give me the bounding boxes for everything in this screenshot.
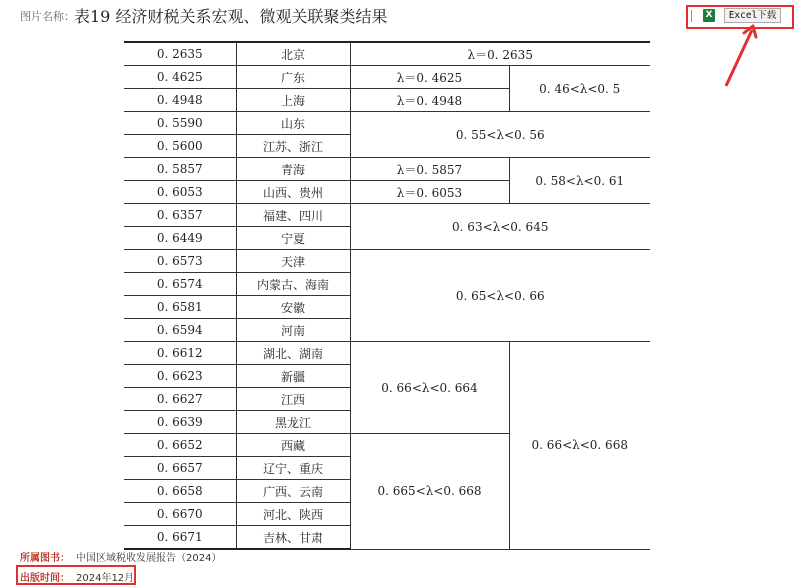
lambda-value-cell: 0. 6357: [124, 204, 236, 227]
region-cell: 河南: [236, 319, 350, 342]
region-cell: 新疆: [236, 365, 350, 388]
lambda-value-cell: 0. 5857: [124, 158, 236, 181]
region-cell: 山东: [236, 112, 350, 135]
micro-group-cell: λ＝0. 4948: [350, 89, 509, 112]
table-row: [124, 342, 650, 365]
excel-icon-letter: X: [705, 10, 713, 20]
book-label: 所属图书：: [20, 553, 70, 564]
image-name-label: 图片名称：: [20, 10, 75, 23]
micro-group-cell: λ＝0. 4625: [350, 66, 509, 89]
lambda-value-cell: 0. 6627: [124, 388, 236, 411]
micro-group-cell: 0. 665<λ<0. 668: [350, 434, 509, 550]
clustering-results-table: [124, 41, 650, 550]
region-cell: 山西、贵州: [236, 181, 350, 204]
region-cell: 西藏: [236, 434, 350, 457]
region-cell: 天津: [236, 250, 350, 273]
region-cell: 黑龙江: [236, 411, 350, 434]
lambda-value-cell: 0. 6612: [124, 342, 236, 365]
region-cell: 吉林、甘肃: [236, 526, 350, 550]
lambda-value-cell: 0. 6573: [124, 250, 236, 273]
lambda-value-cell: 0. 6639: [124, 411, 236, 434]
table-row: [124, 42, 650, 66]
region-cell: 湖北、湖南: [236, 342, 350, 365]
lambda-value-cell: 0. 5600: [124, 135, 236, 158]
lambda-value-cell: 0. 5590: [124, 112, 236, 135]
lambda-value-cell: 0. 6671: [124, 526, 236, 550]
region-cell: 广东: [236, 66, 350, 89]
group-cell: 0. 55<λ<0. 56: [350, 112, 650, 158]
lambda-value-cell: 0. 6449: [124, 227, 236, 250]
table-row: [124, 250, 650, 273]
macro-group-cell: 0. 58<λ<0. 61: [509, 158, 650, 204]
region-cell: 宁夏: [236, 227, 350, 250]
group-cell: λ＝0. 2635: [350, 42, 650, 66]
region-cell: 辽宁、重庆: [236, 457, 350, 480]
publish-date-label: 出版时间：: [20, 573, 70, 584]
table-title: 表19 经济财税关系宏观、微观关联聚类结果: [74, 7, 388, 26]
lambda-value-cell: 0. 6574: [124, 273, 236, 296]
publish-date-value: 2024年12月: [76, 573, 135, 584]
lambda-value-cell: 0. 6623: [124, 365, 236, 388]
group-cell: 0. 63<λ<0. 645: [350, 204, 650, 250]
region-cell: 江苏、浙江: [236, 135, 350, 158]
region-cell: 福建、四川: [236, 204, 350, 227]
region-cell: 内蒙古、海南: [236, 273, 350, 296]
lambda-value-cell: 0. 6053: [124, 181, 236, 204]
table-row: [124, 66, 650, 89]
micro-group-cell: λ＝0. 5857: [350, 158, 509, 181]
book-title-link[interactable]: 中国区域税收发展报告（2024）: [76, 553, 222, 564]
table-row: [124, 112, 650, 135]
lambda-value-cell: 0. 6658: [124, 480, 236, 503]
macro-group-cell: 0. 66<λ<0. 668: [509, 342, 650, 550]
region-cell: 河北、陕西: [236, 503, 350, 526]
region-cell: 上海: [236, 89, 350, 112]
macro-group-cell: 0. 46<λ<0. 5: [509, 66, 650, 112]
group-cell: 0. 65<λ<0. 66: [350, 250, 650, 342]
lambda-value-cell: 0. 6652: [124, 434, 236, 457]
region-cell: 江西: [236, 388, 350, 411]
lambda-value-cell: 0. 4625: [124, 66, 236, 89]
micro-group-cell: 0. 66<λ<0. 664: [350, 342, 509, 434]
excel-download-button[interactable]: Excel下载: [724, 8, 781, 23]
micro-group-cell: λ＝0. 6053: [350, 181, 509, 204]
lambda-value-cell: 0. 6581: [124, 296, 236, 319]
region-cell: 北京: [236, 42, 350, 66]
lambda-value-cell: 0. 4948: [124, 89, 236, 112]
region-cell: 广西、云南: [236, 480, 350, 503]
lambda-value-cell: 0. 6594: [124, 319, 236, 342]
table-row: [124, 158, 650, 181]
table-row: [124, 204, 650, 227]
lambda-value-cell: 0. 6657: [124, 457, 236, 480]
lambda-value-cell: 0. 2635: [124, 42, 236, 66]
region-cell: 安徽: [236, 296, 350, 319]
region-cell: 青海: [236, 158, 350, 181]
lambda-value-cell: 0. 6670: [124, 503, 236, 526]
